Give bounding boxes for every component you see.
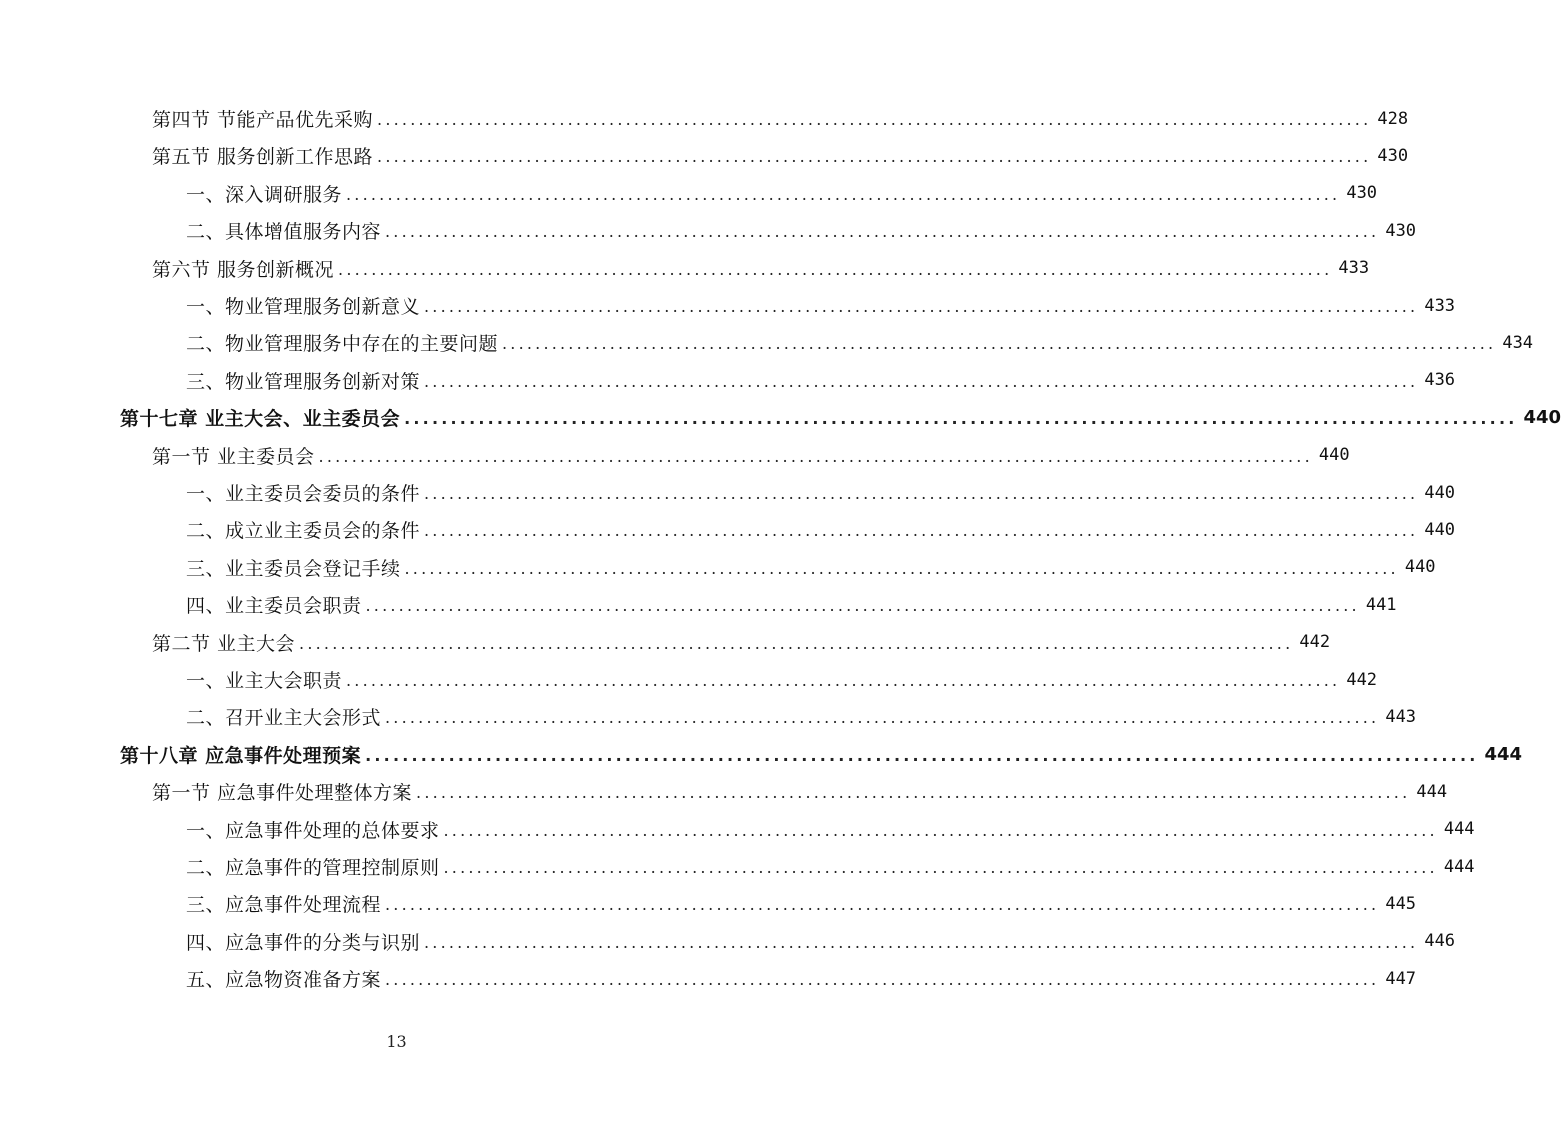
toc-entry-item	[186, 324, 1534, 361]
toc-entry-page: 428	[1377, 108, 1409, 129]
toc-entry-label: 二、成立业主委员会的条件	[186, 520, 421, 543]
toc-entry-item	[186, 362, 1456, 399]
dot-leader: ........................................................................................................................	[365, 745, 1479, 765]
toc-entry-section	[152, 624, 1331, 661]
toc-entry-item	[186, 586, 1397, 623]
dot-leader: ........................................................................................................................	[365, 596, 1360, 616]
toc-entry-label: 二、物业管理服务中存在的主要问题	[186, 333, 499, 356]
toc-entry-page: 430	[1385, 220, 1417, 241]
toc-entry-label: 三、物业管理服务创新对策	[186, 370, 421, 393]
dot-leader: ........................................................................................................................	[385, 222, 1380, 242]
toc-entry-page: 430	[1346, 183, 1378, 204]
dot-leader: ........................................................................................................................	[502, 334, 1497, 354]
dot-leader: ........................................................................................................................	[424, 484, 1419, 503]
toc-entry-section	[152, 100, 1409, 137]
dot-leader: ........................................................................................................................	[424, 932, 1419, 952]
toc-entry-label: 一、业主大会职责	[186, 670, 343, 692]
toc-entry-item	[186, 811, 1475, 848]
toc-entry-item	[186, 923, 1456, 960]
toc-entry-item	[186, 287, 1456, 324]
toc-entry-label: 二、具体增值服务内容	[186, 221, 382, 244]
toc-entry-page: 446	[1424, 931, 1456, 952]
dot-leader: ........................................................................................................................	[416, 783, 1411, 803]
toc-entry-label: 一、业主委员会委员的条件	[186, 483, 421, 505]
toc-entry-page: 444	[1443, 819, 1475, 840]
dot-leader: ........................................................................................................................	[318, 446, 1313, 466]
toc-entry-page: 440	[1424, 482, 1456, 503]
toc-entry-item	[186, 885, 1417, 922]
toc-entry-label: 第一节 应急事件处理整体方案	[152, 782, 413, 805]
toc-entry-page: 440	[1424, 519, 1456, 540]
toc-entry-page: 442	[1346, 669, 1378, 690]
page-number: 13	[386, 1032, 407, 1051]
toc-entry-item	[186, 549, 1436, 586]
toc-entry-page: 442	[1299, 632, 1331, 653]
toc-entry-chapter	[120, 399, 1561, 436]
dot-leader: ........................................................................................................................	[424, 371, 1419, 391]
toc-entry-label: 第六节 服务创新概况	[152, 258, 335, 281]
toc-entry-label: 二、应急事件的管理控制原则	[186, 857, 440, 879]
dot-leader: ........................................................................................................................	[346, 184, 1341, 204]
dot-leader: ........................................................................................................................	[377, 147, 1372, 167]
toc-entry-label: 三、应急事件处理流程	[186, 894, 382, 917]
dot-leader: ........................................................................................................................	[424, 521, 1419, 541]
toc-entry-item	[186, 960, 1417, 997]
toc-entry-page: 444	[1484, 743, 1523, 765]
toc-entry-section	[152, 773, 1448, 810]
toc-entry-label: 一、应急事件处理的总体要求	[186, 819, 440, 842]
toc-entry-label: 一、深入调研服务	[186, 183, 343, 206]
dot-leader: ........................................................................................................................	[385, 970, 1380, 990]
toc-entry-item	[186, 474, 1456, 511]
dot-leader: ........................................................................................................................	[299, 633, 1294, 653]
toc-entry-page: 440	[1318, 445, 1350, 466]
dot-leader: ........................................................................................................................	[377, 110, 1372, 129]
toc-entry-page: 444	[1443, 856, 1475, 877]
toc-entry-page: 443	[1385, 706, 1417, 727]
toc-entry-page: 436	[1424, 370, 1456, 391]
toc-entry-page: 433	[1424, 295, 1456, 316]
dot-leader: ........................................................................................................................	[443, 858, 1438, 877]
toc-entry-page: 444	[1416, 781, 1448, 802]
toc-entry-item	[186, 698, 1417, 735]
toc-entry-section	[152, 437, 1350, 474]
dot-leader: ........................................................................................................................	[385, 708, 1380, 728]
toc-entry-page: 440	[1404, 557, 1436, 578]
toc-entry-page: 430	[1377, 145, 1409, 166]
toc-entry-item	[186, 661, 1378, 698]
dot-leader: ........................................................................................................................	[443, 820, 1438, 840]
dot-leader: ........................................................................................................................	[424, 297, 1419, 316]
toc-entry-item	[186, 175, 1378, 212]
toc-entry-item	[186, 511, 1456, 548]
dot-leader: ........................................................................................................................	[338, 259, 1333, 279]
toc-entry-section	[152, 137, 1409, 174]
toc-entry-label: 四、应急事件的分类与识别	[186, 931, 421, 954]
toc-entry-chapter	[120, 736, 1523, 773]
toc-entry-label: 五、应急物资准备方案	[186, 969, 382, 992]
dot-leader: ........................................................................................................................	[404, 558, 1399, 578]
dot-leader: ........................................................................................................................	[404, 409, 1518, 429]
toc-entry-item	[186, 848, 1475, 885]
toc-entry-label: 第二节 业主大会	[152, 632, 296, 655]
toc-entry-label: 二、召开业主大会形式	[186, 707, 382, 730]
toc-entry-label: 第五节 服务创新工作思路	[152, 146, 374, 169]
toc-entry-label: 第十七章 业主大会、业主委员会	[120, 408, 401, 431]
toc-entry-page: 441	[1365, 594, 1397, 615]
toc-entry-page: 433	[1338, 258, 1370, 279]
dot-leader: ........................................................................................................................	[385, 895, 1380, 915]
toc-entry-item	[186, 212, 1417, 249]
toc-entry-page: 445	[1385, 893, 1417, 914]
toc-entry-page: 440	[1523, 407, 1561, 429]
toc-entry-label: 第四节 节能产品优先采购	[152, 109, 374, 131]
toc-entry-label: 第一节 业主委员会	[152, 445, 315, 468]
toc-entry-section	[152, 250, 1370, 287]
toc-entry-page: 447	[1385, 968, 1417, 989]
toc-entry-label: 第十八章 应急事件处理预案	[120, 744, 362, 767]
toc-entry-label: 四、业主委员会职责	[186, 595, 362, 618]
toc-entry-label: 一、物业管理服务创新意义	[186, 296, 421, 318]
toc-entry-page: 434	[1502, 332, 1534, 353]
toc-entry-label: 三、业主委员会登记手续	[186, 557, 401, 580]
dot-leader: ........................................................................................................................	[346, 671, 1341, 690]
